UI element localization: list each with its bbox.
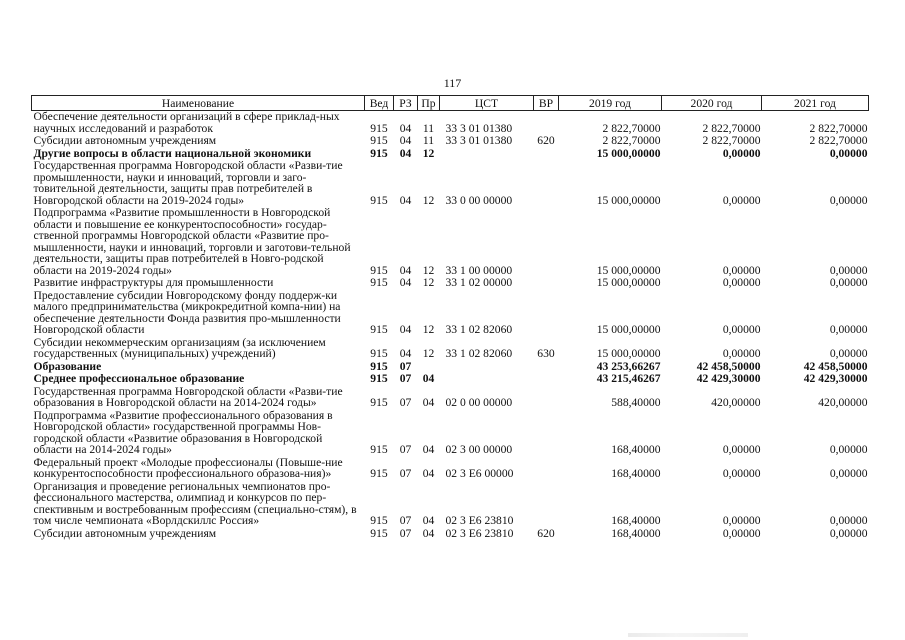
row-vr [534, 290, 559, 337]
row-ved: 915 [370, 359, 388, 373]
row-2020: 0,00000 [722, 347, 761, 360]
row-2021: 0,00000 [829, 467, 868, 480]
row-ved: 915 [370, 443, 388, 456]
row-cst: 33 1 02 00000 [445, 276, 513, 289]
row-rz: 07 [399, 396, 412, 409]
row-2019: 2 822,70000 [602, 121, 661, 135]
header-name: Наименование [32, 96, 365, 111]
row-2020: 42 458,50000 [696, 359, 761, 373]
row-2021: 2 822,70000 [809, 121, 868, 135]
row-pr: 04 [422, 372, 435, 385]
row-name: Организация и проведение региональных чемпионатов про-фессионального мастерства, олимпиад и конкурсов по пер-спективным и востребованным профессиям (специально-стям), в том числе чемпионата «Ворлдскиллс Россия» [33, 479, 357, 527]
header-rz: РЗ [394, 96, 418, 111]
row-2021: 0,00000 [829, 347, 868, 360]
row-name: Развитие инфраструктуры для промышленности [33, 276, 274, 289]
row-cst: 02 3 E6 23810 [445, 526, 514, 540]
row-name: Среднее профессиональное образование [33, 372, 245, 385]
row-cst: 02 0 00 00000 [445, 396, 513, 409]
row-vr [534, 386, 559, 410]
row-pr: 12 [422, 263, 435, 277]
row-name: Государственная программа Новгородской области «Разви-тие образования в Новгородской области на 2014-2024 годы» [33, 384, 343, 409]
row-2019: 168,40000 [611, 443, 661, 456]
row-vr: 620 [537, 526, 555, 540]
row-name: Федеральный проект «Молодые профессионалы (Повыше-ние конкурентоспособности профессионального образова-ния)» [33, 455, 343, 480]
row-cst: 02 3 00 00000 [445, 443, 513, 456]
row-ved: 915 [370, 146, 388, 160]
row-2020: 0,00000 [722, 467, 761, 480]
row-rz: 07 [399, 467, 412, 480]
row-ved: 915 [370, 467, 388, 480]
row-2019: 15 000,00000 [596, 146, 661, 160]
table-row [32, 207, 869, 277]
row-cst: 33 3 01 01380 [445, 134, 513, 147]
row-2019: 43 253,66267 [596, 359, 661, 373]
row-ved: 915 [370, 276, 388, 289]
row-cst: 33 1 02 82060 [445, 347, 513, 360]
row-2021: 2 822,70000 [809, 134, 868, 147]
row-cst [440, 361, 534, 374]
row-2021: 0,00000 [829, 193, 868, 207]
row-cst: 33 0 00 00000 [445, 193, 513, 207]
row-name: Субсидии автономным учреждениям [33, 526, 217, 540]
table-header-row [32, 96, 869, 111]
row-ved: 915 [370, 121, 388, 135]
row-2020: 0,00000 [722, 323, 761, 336]
row-2021: 0,00000 [829, 276, 868, 289]
row-vr [534, 148, 559, 161]
row-2020: 2 822,70000 [702, 134, 761, 147]
row-name: Подпрограмма «Развитие профессионального образования в Новгородской области» государственной программы Нов-городской области «Развитие образования в Новгородской области на 2014-2024 годы» [33, 408, 333, 456]
header-vr: ВР [534, 96, 559, 111]
table-row [32, 277, 869, 290]
row-rz: 04 [399, 193, 412, 207]
row-ved: 915 [370, 134, 388, 147]
header-ved: Вед [365, 96, 394, 111]
row-2020: 2 822,70000 [702, 121, 761, 135]
row-rz: 04 [399, 347, 412, 360]
row-2021: 42 429,30000 [803, 372, 868, 385]
table-row [32, 410, 869, 457]
row-pr: 12 [422, 347, 435, 360]
row-ved: 915 [370, 396, 388, 409]
row-rz: 07 [399, 443, 412, 456]
row-ved: 915 [370, 347, 388, 360]
row-2021: 0,00000 [829, 146, 868, 160]
scan-smudge [628, 633, 748, 637]
row-vr [534, 277, 559, 290]
table-row [32, 528, 869, 541]
header-pr: Пр [418, 96, 440, 111]
row-vr [534, 160, 559, 207]
table-row [32, 135, 869, 148]
row-pr: 04 [422, 443, 435, 456]
row-2021: 0,00000 [829, 323, 868, 336]
row-pr: 12 [422, 276, 435, 289]
row-cst: 33 3 01 01380 [445, 121, 513, 135]
row-vr [534, 457, 559, 481]
row-ved: 915 [370, 193, 388, 207]
row-rz: 04 [399, 121, 412, 135]
row-2020: 0,00000 [722, 263, 761, 277]
table-body [32, 111, 869, 541]
row-rz: 07 [399, 514, 412, 527]
row-2020: 0,00000 [722, 193, 761, 207]
row-ved: 915 [370, 323, 388, 336]
table-row [32, 160, 869, 207]
row-2019: 15 000,00000 [596, 347, 661, 360]
row-vr [534, 111, 559, 136]
row-vr [534, 207, 559, 277]
row-vr [534, 361, 559, 374]
row-2019: 2 822,70000 [602, 134, 661, 147]
row-name: Образование [33, 359, 102, 373]
row-ved: 915 [370, 372, 388, 385]
row-pr: 04 [422, 514, 435, 527]
table-row [32, 290, 869, 337]
row-pr: 12 [422, 146, 435, 160]
table-row [32, 337, 869, 361]
row-2021: 0,00000 [829, 443, 868, 456]
row-2020: 0,00000 [722, 146, 761, 160]
row-vr: 630 [537, 347, 555, 360]
budget-table [31, 95, 869, 540]
row-2021: 42 458,50000 [803, 359, 868, 373]
row-2019: 15 000,00000 [596, 276, 661, 289]
row-cst: 33 1 02 82060 [445, 323, 513, 336]
row-vr: 620 [537, 134, 555, 147]
row-2019: 588,40000 [611, 396, 661, 409]
row-rz: 04 [399, 134, 412, 147]
row-rz: 04 [399, 323, 412, 336]
table-row [32, 111, 869, 136]
row-2020: 0,00000 [722, 443, 761, 456]
header-2020: 2020 год [662, 96, 762, 111]
row-pr: 12 [422, 193, 435, 207]
row-name: Другие вопросы в области национальной экономики [33, 146, 312, 160]
row-2019: 168,40000 [611, 467, 661, 480]
row-ved: 915 [370, 526, 388, 540]
row-2021: 0,00000 [829, 526, 868, 540]
row-vr [534, 481, 559, 528]
row-name: Подпрограмма «Развитие промышленности в Новгородской области и повышение ее конкурентоспособности» государ-ственной программы Новгородской области «Развитие про-мышленности, науки и инноваций, торговли и заготови-тельной деятельности, защиты прав потребителей в Новго-родской области на 2019-2024 годы» [33, 206, 351, 277]
row-2020: 0,00000 [722, 514, 761, 527]
header-2019: 2019 год [559, 96, 662, 111]
row-pr: 11 [422, 134, 435, 147]
row-2021: 0,00000 [829, 514, 868, 527]
header-2021: 2021 год [762, 96, 869, 111]
row-pr: 04 [422, 396, 435, 409]
row-name: Предоставление субсидии Новгородскому фонду поддерж-ки малого предпринимательства (микрокредитной компа-нии) на обеспечение деятельности Фонда развития про-мышленности Новгородской области [33, 288, 341, 336]
row-name: Субсидии автономным учреждениям [33, 134, 217, 147]
row-rz: 04 [399, 276, 412, 289]
row-vr [534, 373, 559, 386]
row-name: Субсидии некоммерческим организациям (за исключением государственных (муниципальных) учреждений) [33, 335, 326, 360]
page-number: 117 [443, 76, 462, 90]
row-2019: 168,40000 [611, 526, 661, 540]
row-2019: 15 000,00000 [596, 193, 661, 207]
row-name: Обеспечение деятельности организаций в сфере приклад-ных научных исследований и разработок [33, 110, 340, 135]
table-row [32, 386, 869, 410]
row-2020: 0,00000 [722, 276, 761, 289]
row-2019: 43 215,46267 [596, 372, 661, 385]
row-2020: 420,00000 [711, 396, 761, 409]
row-cst [440, 148, 534, 161]
row-cst [440, 373, 534, 386]
row-rz: 07 [399, 526, 412, 540]
row-rz: 04 [399, 263, 412, 277]
row-cst: 02 3 E6 00000 [445, 467, 514, 480]
row-vr [534, 410, 559, 457]
row-2019: 168,40000 [611, 514, 661, 527]
row-pr: 04 [422, 467, 435, 480]
row-2021: 420,00000 [818, 396, 868, 409]
row-pr: 11 [422, 121, 435, 135]
row-pr: 04 [422, 526, 435, 540]
row-2019: 15 000,00000 [596, 323, 661, 336]
table-row [32, 373, 869, 386]
row-rz: 04 [399, 146, 412, 160]
row-2020: 0,00000 [722, 526, 761, 540]
row-cst: 33 1 00 00000 [445, 263, 513, 277]
table-row [32, 457, 869, 481]
row-ved: 915 [370, 263, 388, 277]
row-2020: 42 429,30000 [696, 372, 761, 385]
table-row [32, 481, 869, 528]
row-ved: 915 [370, 514, 388, 527]
row-rz: 07 [399, 372, 412, 385]
row-2019: 15 000,00000 [596, 263, 661, 277]
row-name: Государственная программа Новгородской области «Разви-тие промышленности, науки и инноваций, торговли и заго-товительной деятельности, защиты прав потребителей в Новгородской области на 2019-2024 годы» [33, 159, 343, 207]
row-2021: 0,00000 [829, 263, 868, 277]
header-cst: ЦСТ [440, 96, 534, 111]
row-cst: 02 3 E6 23810 [445, 514, 514, 527]
row-rz: 07 [399, 359, 412, 373]
row-pr: 12 [422, 323, 435, 336]
